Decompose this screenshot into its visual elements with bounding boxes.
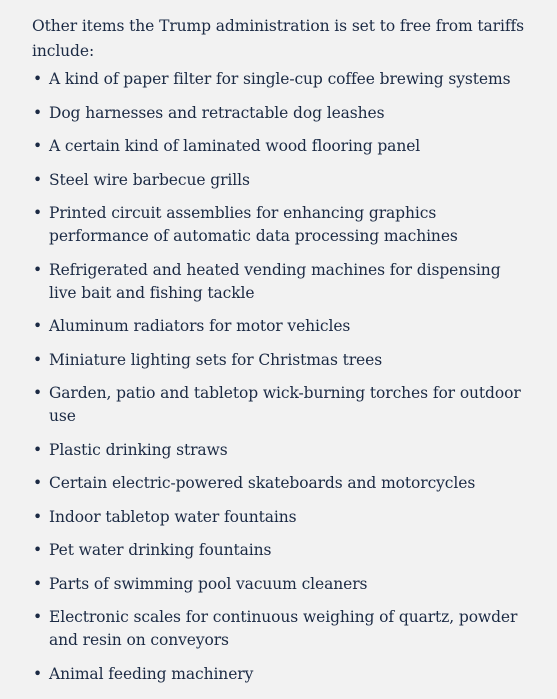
list-item-text: Plastic drinking straws	[49, 440, 228, 459]
list-item-text: Garden, patio and tabletop wick-burning torches for outdoor use	[49, 384, 521, 425]
bullet-icon: •	[33, 664, 43, 683]
list-item	[32, 539, 532, 562]
bullet-icon: •	[33, 350, 43, 369]
list-item	[32, 663, 532, 686]
bullet-icon: •	[33, 541, 43, 559]
bullet-icon: •	[33, 317, 43, 335]
bullet-icon: •	[33, 474, 43, 492]
list-item	[32, 202, 532, 248]
list-item	[32, 102, 532, 125]
list-item	[32, 439, 532, 462]
list-item	[32, 259, 532, 305]
list-item-text: A certain kind of laminated wood flooring panel	[49, 137, 421, 155]
list-item	[32, 349, 532, 372]
list-item-text: A kind of paper filter for single-cup coffee brewing systems	[49, 70, 511, 88]
intro-paragraph: Other items the Trump administration is set to free from tariffs include:	[32, 17, 524, 60]
list-item-text: Steel wire barbecue grills	[49, 170, 250, 189]
bullet-icon: •	[33, 440, 43, 459]
list-item	[32, 135, 532, 158]
bullet-icon: •	[33, 137, 43, 155]
bullet-icon: •	[33, 608, 43, 626]
list-item-text: Animal feeding machinery	[49, 664, 254, 683]
article-body	[32, 14, 532, 696]
list-item-text: Certain electric-powered skateboards and motorcycles	[49, 474, 476, 492]
bullet-icon: •	[33, 384, 43, 402]
list-item-text: Miniature lighting sets for Christmas trees	[49, 350, 383, 369]
list-item-text: Printed circuit assemblies for enhancing graphics performance of automatic data processing machines	[49, 204, 458, 245]
list-item	[32, 506, 532, 529]
list-item-text: Parts of swimming pool vacuum cleaners	[49, 574, 368, 593]
list-item	[32, 169, 532, 192]
list-item	[32, 573, 532, 596]
bullet-icon: •	[33, 204, 43, 222]
bullet-icon: •	[33, 574, 43, 593]
tariff-exemption-list	[32, 68, 532, 686]
list-item	[32, 606, 532, 652]
list-item	[32, 472, 532, 495]
bullet-icon: •	[33, 70, 43, 88]
bullet-icon: •	[33, 507, 43, 526]
list-item-text: Indoor tabletop water fountains	[49, 507, 297, 526]
list-item	[32, 315, 532, 338]
list-item	[32, 382, 532, 428]
bullet-icon: •	[33, 260, 43, 279]
list-item-text: Pet water drinking fountains	[49, 541, 272, 559]
list-item	[32, 68, 532, 91]
list-item-text: Refrigerated and heated vending machines for dispensing live bait and fishing tackle	[49, 260, 501, 302]
bullet-icon: •	[33, 103, 43, 122]
list-item-text: Dog harnesses and retractable dog leashes	[49, 103, 385, 122]
list-item-text: Aluminum radiators for motor vehicles	[49, 317, 351, 335]
list-item-text: Electronic scales for continuous weighing of quartz, powder and resin on conveyors	[49, 608, 518, 649]
bullet-icon: •	[33, 170, 43, 189]
